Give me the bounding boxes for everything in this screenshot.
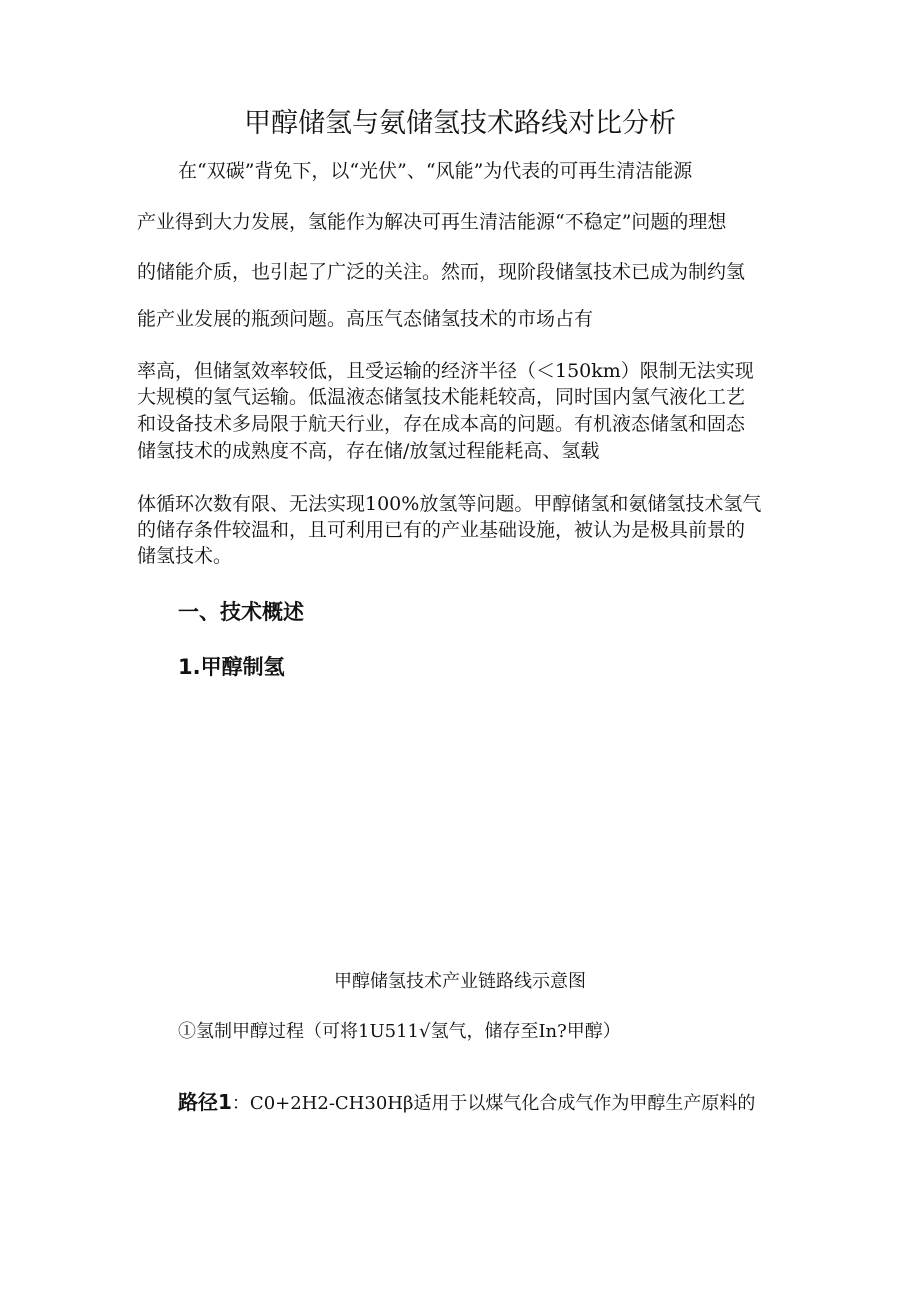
section-heading: 一、技术概述 [178, 600, 304, 624]
paragraph-line: 产业得到大力发展，氢能作为解决可再生清洁能源“不稳定”问题的理想 [137, 211, 727, 233]
paragraph-line: 率高，但储氢效率较低，且受运输的经济半径（＜150km）限制无法实现 [137, 360, 754, 382]
paragraph-line: 在“双碳”背免下，以“光伏”、“风能”为代表的可再生清洁能源 [178, 160, 693, 182]
paragraph-line: 体循环次数有限、无法实现100%放氢等问题。甲醇储氢和氨储氢技术氢气 [137, 493, 762, 515]
figure-placeholder [137, 700, 783, 950]
paragraph-line: 和设备技术多局限于航天行业，存在成本高的问题。有机液态储氢和固态 [137, 413, 746, 435]
process-step: ①氢制甲醇过程（可将1U511√氢气，储存至In?甲醇） [178, 1021, 621, 1042]
paragraph-line: 的储能介质，也引起了广泛的关注。然而，现阶段储氢技术已成为制约氢 [137, 261, 746, 283]
paragraph-line: 储氢技术的成熟度不高，存在储/放氢过程能耗高、氢载 [137, 440, 600, 462]
subsection-heading: 1.甲醇制氢 [178, 655, 285, 679]
route-line [178, 1088, 755, 1118]
document-title: 甲醇储氢与氨储氢技术路线对比分析 [244, 108, 676, 139]
paragraph-line: 储氢技术。 [137, 545, 233, 567]
route-text: ：C0+2H2-CH30Hβ适用于以煤气化合成气作为甲醇生产原料的 [231, 1093, 756, 1114]
paragraph-line: 能产业发展的瓶颈问题。高压气态储氢技术的市场占有 [137, 308, 594, 330]
paragraph-line: 的储存条件较温和，且可利用已有的产业基础设施，被认为是极具前景的 [137, 519, 746, 541]
paragraph-line: 大规模的氢气运输。低温液态储氢技术能耗较高，同时国内氢气液化工艺 [137, 386, 746, 408]
route-label: 路径1 [178, 1090, 232, 1114]
figure-caption: 甲醇储氢技术产业链路线示意图 [334, 971, 586, 992]
